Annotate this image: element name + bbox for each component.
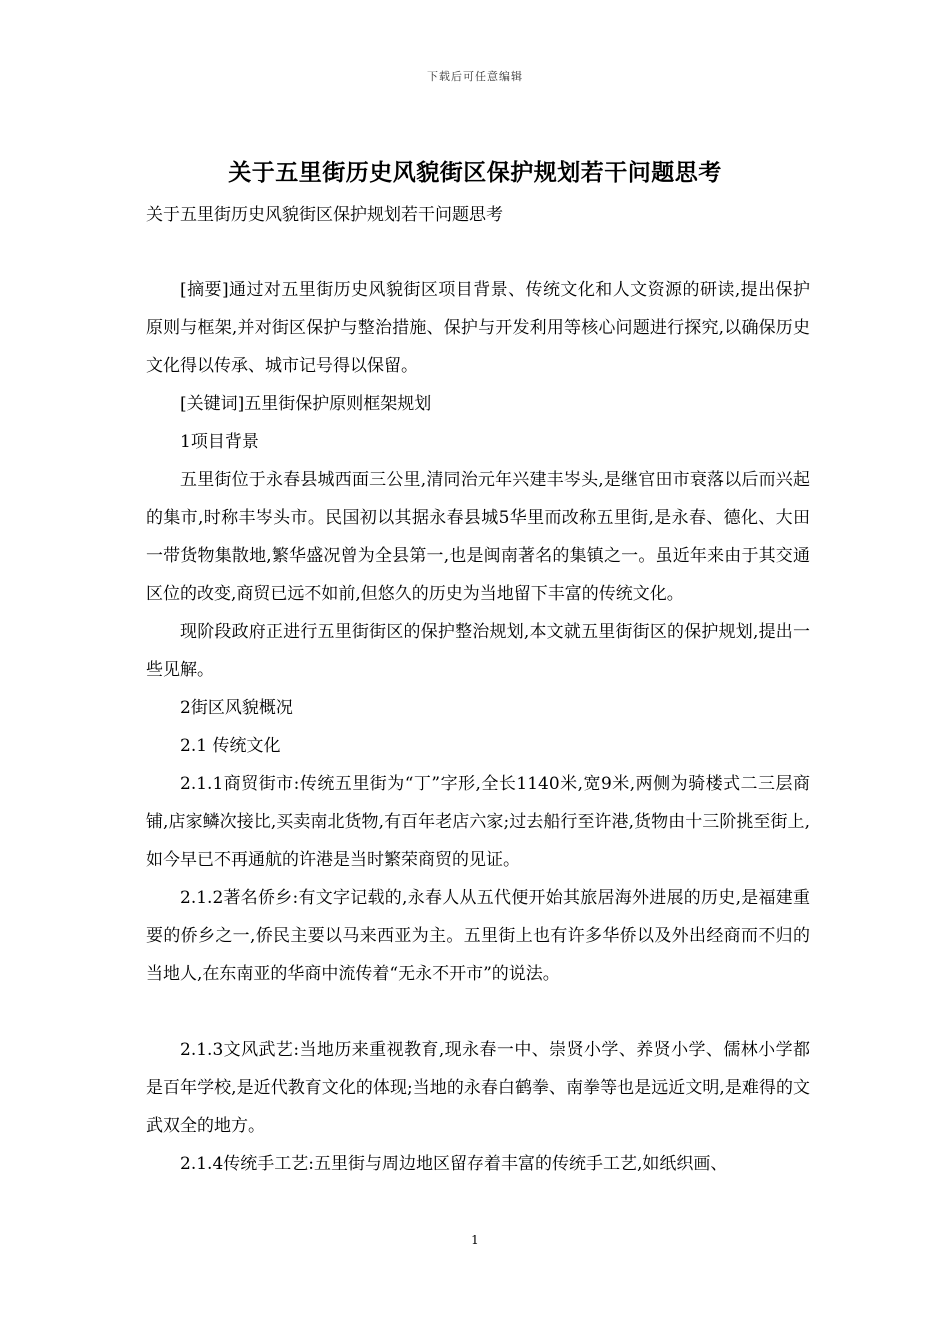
- header-note: 下载后可任意编辑: [427, 70, 523, 83]
- page-number: 1: [471, 1233, 479, 1247]
- body-paragraph: 现阶段政府正进行五里街街区的保护整治规划,本文就五里街街区的保护规划,提出一些见解。: [146, 622, 810, 680]
- document-title: 关于五里街历史风貌街区保护规划若干问题思考: [228, 159, 722, 186]
- body-paragraph: 2.1.1商贸街市:传统五里街为“丁”字形,全长1140米,宽9米,两侧为骑楼式二三层商铺,店家鳞次接比,买卖南北货物,有百年老店六家;过去船行至许港,货物由十三阶挑至街上,如今早已不再通航的许港是当时繁荣商贸的见证。: [146, 774, 810, 870]
- section-heading: 2街区风貌概况: [180, 698, 293, 718]
- body-paragraph: 五里街位于永春县城西面三公里,清同治元年兴建丰岑头,是继官田市衰落以后而兴起的集市,时称丰岑头市。民国初以其据永春县城5华里而改称五里街,是永春、德化、大田一带货物集散地,繁华盛况曾为全县第一,也是闽南著名的集镇之一。虽近年来由于其交通区位的改变,商贸已远不如前,但悠久的历史为当地留下丰富的传统文化。: [146, 470, 810, 604]
- body-paragraph: 2.1.2著名侨乡:有文字记载的,永春人从五代便开始其旅居海外进展的历史,是福建重要的侨乡之一,侨民主要以马来西亚为主。五里街上也有许多华侨以及外出经商而不归的当地人,在东南亚的华商中流传着“无永不开市”的说法。: [146, 888, 810, 984]
- keywords-paragraph: [关键词]五里街保护原则框架规划: [180, 394, 432, 414]
- document-body: [146, 271, 810, 1183]
- body-paragraph: 2.1.3文风武艺:当地历来重视教育,现永春一中、崇贤小学、养贤小学、儒林小学都是百年学校,是近代教育文化的体现;当地的永春白鹤拳、南拳等也是远近文明,是难得的文武双全的地方。: [146, 1040, 810, 1136]
- subsection-heading: 2.1 传统文化: [180, 736, 281, 756]
- document-subtitle: 关于五里街历史风貌街区保护规划若干问题思考: [146, 205, 503, 225]
- section-heading: 1项目背景: [180, 432, 259, 452]
- abstract-paragraph: [摘要]通过对五里街历史风貌街区项目背景、传统文化和人文资源的研读,提出保护原则与框架,并对街区保护与整治措施、保护与开发利用等核心问题进行探究,以确保历史文化得以传承、城市记号得以保留。: [146, 280, 810, 376]
- body-paragraph: 2.1.4传统手工艺:五里街与周边地区留存着丰富的传统手工艺,如纸织画、: [180, 1154, 728, 1174]
